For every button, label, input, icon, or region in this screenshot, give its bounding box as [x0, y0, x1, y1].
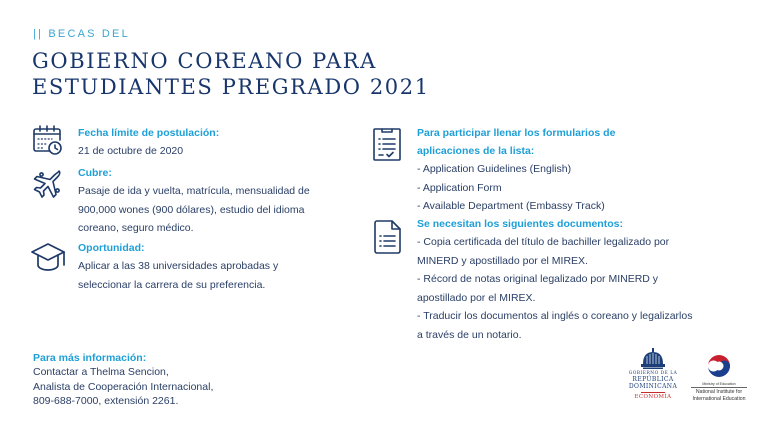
forms-heading-line-1: Para participar llenar los formularios de	[417, 127, 616, 139]
form-item-application: - Application Form	[417, 181, 502, 194]
form-item-guidelines: - Application Guidelines (English)	[417, 163, 572, 175]
document-list-icon	[374, 219, 402, 255]
page-title	[32, 48, 430, 100]
dome-emblem-icon	[640, 348, 666, 370]
calendar-clock-icon	[32, 124, 64, 156]
coverage-line-3: coreano, seguro médico.	[78, 222, 194, 234]
coverage-line-1: Pasaje de ida y vuelta, matrícula, mensualidad de	[78, 185, 310, 197]
clipboard-checklist-icon	[372, 126, 402, 162]
opportunity-line-2: seleccionar la carrera de su preferencia.	[78, 278, 266, 291]
rd-logo-line-2: REPÚBLICA	[632, 376, 674, 383]
rd-logo-line-1: GOBIERNO DE LA	[628, 371, 678, 376]
document-line-5: - Traducir los documentos al inglés o coreano y legalizarlos	[417, 310, 693, 322]
deadline-date: 21 de octubre de 2020	[78, 145, 184, 157]
deadline-heading: Fecha límite de postulación:	[78, 127, 220, 139]
contact-name: Contactar a Thelma Sencion,	[33, 366, 169, 378]
rd-logo-line-4: ECONOMÍA	[634, 394, 672, 400]
form-item-department: - Available Department (Embassy Track)	[417, 200, 605, 212]
title-line-1: GOBIERNO COREANO PARA	[32, 49, 377, 73]
kr-logo-line-2: National Institute for	[695, 389, 743, 395]
document-line-2: MINERD y apostillado por el MIREX.	[417, 254, 588, 267]
kr-logo-line-1: Ministry of Education	[691, 382, 747, 388]
contact-heading: Para más información:	[33, 352, 147, 364]
document-line-3: - Récord de notas original legalizado por MINERD y	[417, 273, 659, 285]
airplane-icon	[32, 168, 64, 200]
taegeuk-emblem-icon	[705, 352, 733, 380]
forms-heading-line-2: aplicaciones de la lista:	[417, 145, 535, 157]
niied-logo	[683, 352, 755, 408]
coverage-line-2: 900,000 wones (900 dólares), estudio del idioma	[78, 203, 305, 216]
contact-phone: 809-688-7000, extensión 2261.	[33, 395, 179, 407]
document-line-4: apostillado por el MIREX.	[417, 291, 536, 304]
title-line-2: ESTUDIANTES PREGRADO 2021	[32, 75, 430, 99]
opportunity-line-1: Aplicar a las 38 universidades aprobadas y	[78, 260, 279, 272]
contact-section	[33, 351, 213, 409]
rd-logo-line-3: DOMINICANA	[628, 383, 678, 390]
graduation-cap-icon	[30, 241, 66, 273]
eyebrow-label: || BECAS DEL	[33, 28, 130, 40]
document-line-6: a través de un notario.	[417, 328, 522, 341]
kr-logo-line-3: International Education	[692, 396, 746, 402]
documents-heading: Se necesitan los siguientes documentos:	[417, 218, 623, 230]
contact-role: Analista de Cooperación Internacional,	[33, 380, 214, 393]
coverage-heading: Cubre:	[78, 167, 112, 179]
dominican-government-logo	[622, 348, 684, 408]
rd-logo-divider	[641, 392, 665, 393]
opportunity-heading: Oportunidad:	[78, 242, 145, 254]
document-line-1: - Copia certificada del título de bachiller legalizado por	[417, 236, 670, 248]
